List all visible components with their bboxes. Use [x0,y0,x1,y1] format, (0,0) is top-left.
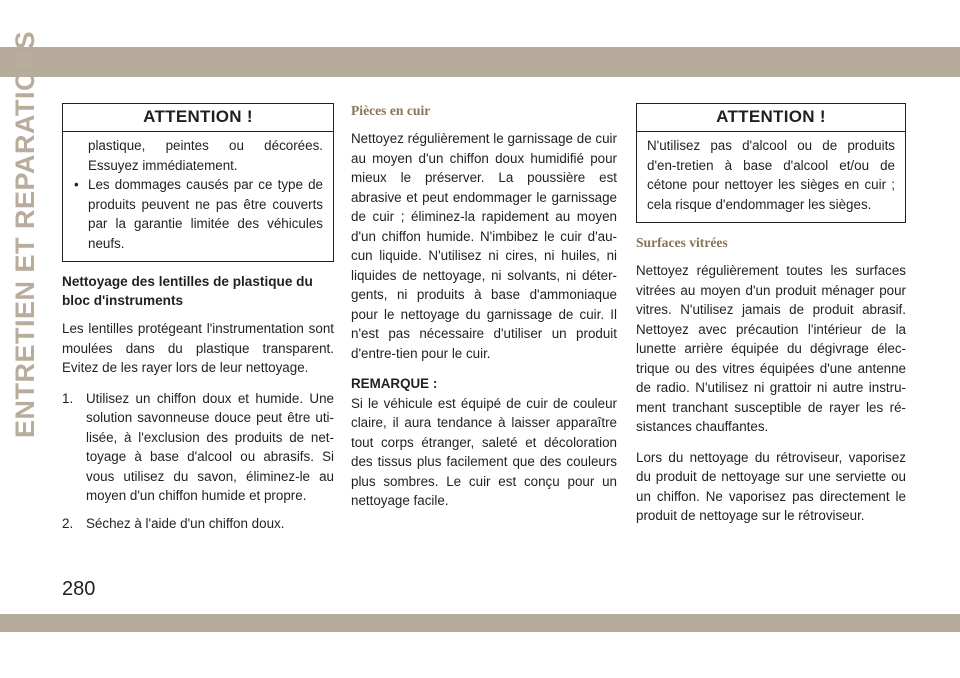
note-label: REMARQUE : [351,376,438,391]
step-number: 2. [62,515,74,531]
note-text: Si le véhicule est équipé de cuir de couleur claire, il aura tendance à laisser apparaître tout corps étranger, saleté et décoloration des tissus plus facilement que des couleurs plus sombres. Le cuir est conçu pour un nettoyage facile. [351,395,617,508]
paragraph-plastic-lenses: Les lentilles protégeant l'instrumentation sont moulées dans du plastique transparent. Evitez de les rayer lors de leur nettoyage. [62,321,334,375]
column-middle [351,103,617,522]
warning-continuation-text: plastique, peintes ou décorées. Essuyez immédiatement. [88,138,323,173]
paragraph-glass-surfaces-1: Nettoyez régulièrement toutes les surfaces vitrées au moyen d'un produit ménager pour vitres. N'utilisez jamais de produit abrasif. Nettoyez avec précaution l'intérieur de la lunette arrière équipée du dégivrage élec-trique ou des vitres équipées d'une antenne de radio. N'utilisez ni grattoir ni autre instru-ment tranchant susceptible de rayer les ré-sistances chauffantes. [636,263,906,434]
warning-title-left: ATTENTION ! [63,104,333,132]
heading-plastic-lenses: Nettoyage des lentilles de plastique du bloc d'instruments [62,274,313,308]
paragraph-leather-parts: Nettoyez régulièrement le garnissage de cuir au moyen d'un chiffon doux humidifié pour mieux le préserver. La poussière est abrasive et peut endommager le garnissage de cuir ; éliminez-la rapidement au moyen d'un chiffon humide. N'imbibez le cuir d'au-cun liquide. N'utilisez ni cires, ni huiles, ni liquides de nettoyage, ni solvants, ni déter-gents, ni produits à base d'ammoniaque pour le nettoyage du garnissage de cuir. Il n'est pas nécessaire d'utiliser un produit d'entre-tien pour le cuir. [351,131,617,361]
warning-box-left [62,103,334,262]
side-title-text: ENTRETIEN ET REPARATIONS [10,30,41,438]
page-number: 280 [62,578,96,600]
paragraph-glass-surfaces-2: Lors du nettoyage du rétroviseur, vaporisez du produit de nettoyage sur une serviette ou un chiffon. Ne vaporisez pas directement le produit de nettoyage sur le rétroviseur. [636,449,906,523]
top-decorative-band [0,47,960,77]
list-item-step-1 [62,389,334,506]
warning-box-right [636,103,906,223]
step-number: 1. [62,390,74,406]
heading-leather-parts: Pièces en cuir [351,103,431,118]
list-item-step-2 [62,514,334,534]
step-text: Séchez à l'aide d'un chiffon doux. [86,515,285,531]
warning-body-right [637,132,905,222]
bottom-decorative-band [0,614,960,632]
heading-glass-surfaces: Surfaces vitrées [636,235,728,250]
warning-body-left [63,132,333,261]
warning-text-right: N'utilisez pas d'alcool ou de produits d'en-tretien à base d'alcool et/ou de cétone pour nettoyer les sièges en cuir ; cela risque d'endommager les sièges. [647,138,895,212]
column-right [636,103,906,537]
warning-title-right: ATTENTION ! [637,104,905,132]
column-left [62,103,334,541]
warning-bullet-item: • Les dommages causés par ce type de produits peuvent ne pas être couverts par la garantie limitée des véhicules neufs. [73,175,323,253]
step-text: Utilisez un chiffon doux et humide. Une solution savonneuse douce peut être uti-lisée, à l'exclusion des produits de net-toyage à base d'alcool ou abrasifs. Si vous utilisez du savon, éliminez-le au moyen d'un chiffon humide et propre. [86,390,334,503]
section-side-title [4,30,48,438]
